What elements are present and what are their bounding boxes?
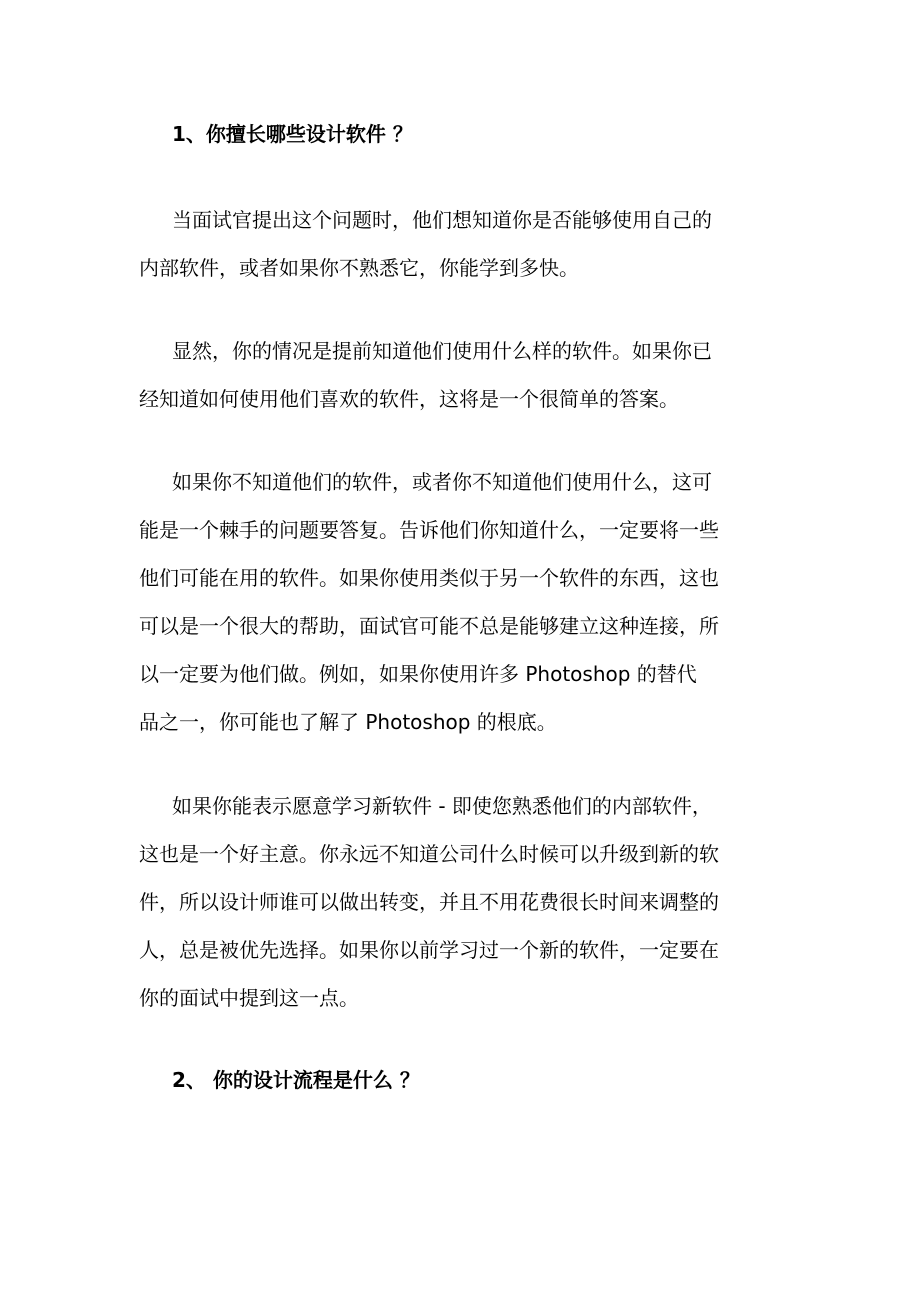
paragraph-line: 件，所以设计师谁可以做出转变，并且不用花费很长时间来调整的 bbox=[139, 890, 719, 914]
paragraph-line: 内部软件，或者如果你不熟悉它，你能学到多快。 bbox=[139, 256, 579, 280]
paragraph-line: 当面试官提出这个问题时，他们想知道你是否能够使用自己的 bbox=[172, 208, 712, 232]
answer-paragraph-4 bbox=[139, 782, 799, 1022]
paragraph-line: 他们可能在用的软件。如果你使用类似于另一个软件的东西，这也 bbox=[139, 566, 719, 590]
paragraph-line: 以一定要为他们做。例如，如果你使用许多 Photoshop 的替代 bbox=[139, 662, 697, 686]
paragraph-line: 可以是一个很大的帮助，面试官可能不总是能够建立这种连接，所 bbox=[139, 614, 719, 638]
paragraph-line: 能是一个棘手的问题要答复。告诉他们你知道什么，一定要将一些 bbox=[139, 518, 719, 542]
paragraph-line: 人，总是被优先选择。如果你以前学习过一个新的软件，一定要在 bbox=[139, 938, 719, 962]
paragraph-line: 如果你能表示愿意学习新软件 - 即使您熟悉他们的内部软件， bbox=[172, 794, 712, 818]
paragraph-line: 经知道如何使用他们喜欢的软件，这将是一个很简单的答案。 bbox=[139, 387, 679, 411]
paragraph-line: 如果你不知道他们的软件，或者你不知道他们使用什么，这可 bbox=[172, 470, 712, 494]
paragraph-line: 你的面试中提到这一点。 bbox=[139, 986, 359, 1010]
paragraph-line: 品之一，你可能也了解了 Photoshop 的根底。 bbox=[139, 710, 557, 734]
answer-paragraph-2 bbox=[139, 327, 799, 423]
paragraph-line: 这也是一个好主意。你永远不知道公司什么时候可以升级到新的软 bbox=[139, 842, 719, 866]
answer-paragraph-1 bbox=[139, 196, 799, 292]
question-heading-2: 2、 你的设计流程是什么 ？ bbox=[172, 1068, 420, 1092]
answer-paragraph-3 bbox=[139, 458, 799, 746]
paragraph-line: 显然，你的情况是提前知道他们使用什么样的软件。如果你已 bbox=[172, 339, 712, 363]
question-heading-1: 1、你擅长哪些设计软件 ？ bbox=[172, 122, 413, 146]
